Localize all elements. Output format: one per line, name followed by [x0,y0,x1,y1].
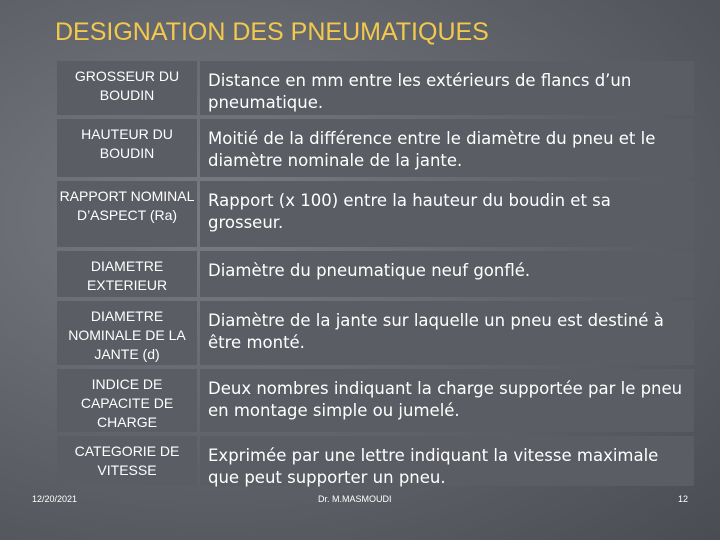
definition-cell: Exprimée par une lettre indiquant la vitesse maximale que peut supporter un pneu. [200,436,694,486]
footer-date: 12/20/2021 [32,494,78,504]
definition-cell: Deux nombres indiquant la charge supportée par le pneu en montage simple ou jumelé. [200,369,694,432]
table-row [57,61,694,115]
table-row [57,181,694,247]
term-cell: DIAMETRE EXTERIEUR [57,251,197,297]
table-row [57,119,694,177]
definition-cell: Rapport (x 100) entre la hauteur du boudin et sa grosseur. [200,181,694,247]
definition-cell: Distance en mm entre les extérieurs de flancs d’un pneumatique. [200,61,694,115]
footer-author: Dr. M.MASMOUDI [318,494,392,504]
term-cell: RAPPORT NOMINAL D’ASPECT (Ra) [57,181,197,247]
term-cell: GROSSEUR DU BOUDIN [57,61,197,115]
term-cell: HAUTEUR DU BOUDIN [57,119,197,177]
table-row [57,251,694,297]
slide-title: DESIGNATION DES PNEUMATIQUES [55,18,489,46]
term-cell: CATEGORIE DE VITESSE [57,436,197,486]
table-row [57,301,694,365]
footer-page-number: 12 [678,494,689,504]
term-cell: DIAMETRE NOMINALE DE LA JANTE (d) [57,301,197,365]
definition-cell: Diamètre de la jante sur laquelle un pneu est destiné à être monté. [200,301,694,365]
table-row [57,369,694,432]
definition-cell: Moitié de la différence entre le diamètre du pneu et le diamètre nominale de la jante. [200,119,694,177]
term-cell: INDICE DE CAPACITE DE CHARGE [57,369,197,432]
definition-cell: Diamètre du pneumatique neuf gonflé. [200,251,694,297]
table-row [57,436,694,486]
